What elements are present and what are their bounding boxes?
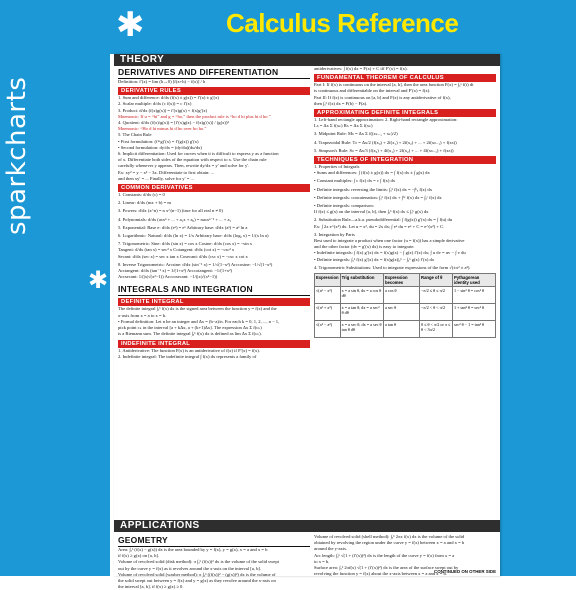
techniques-header: TECHNIQUES OF INTEGRATION (314, 156, 496, 164)
list-item: 2. Scalar multiple: d/dx (c f(x)) = c f′(x) (118, 101, 192, 107)
list-item: to x = b. (314, 558, 330, 564)
ftc-header: FUNDAMENTAL THEOREM OF CALCULUS (314, 74, 496, 82)
list-item: 5. Simpson's Rule: Sₙ = Δx/3 (f(x₀) + 4f(x₁) + 2f(x₂) + ... + 4f(xₙ₋₁) + f(xₙ)) (314, 147, 454, 153)
list-item: Surface area: ∫ₐᵇ 2πf(x) √(1 + (f′(x))²) dx is the area of the surface swept out by (314, 565, 459, 571)
list-item: Volume of revolved solid (washer method): π ∫ₐᵇ ((f(x))² − (g(x))²) dx is the volume of (118, 571, 276, 577)
table-row (315, 304, 496, 321)
list-item: 3. Product: d/dx (f(x)g(x)) = f′(x)g(x) + f(x)g′(x) (118, 107, 208, 113)
list-item: • Definite integrals: comparison: (314, 203, 374, 209)
list-item: Tangent: d/dx (tan x) = sec² x Cotangent: d/dx (cot x) = −csc² x (118, 247, 235, 253)
table-header-cell: Expression becomes (383, 274, 419, 287)
list-item: If f(x) ≤ g(x) on the interval [a, b], then ∫ₐᵇ f(x) dx ≤ ∫ₐᵇ g(x) dx (314, 209, 429, 215)
list-item: Mnemonic: “Ho d hi minus hi d ho over ho ho.” (118, 126, 207, 132)
indefinite-integral-text (118, 348, 310, 360)
list-item: Volume of revolved solid (disk method): π ∫ₐᵇ (f(x))² dx is the volume of the solid swept (118, 559, 279, 565)
list-item: the solid swept out between y = f(x) and y = g(x) as they revolve around the x-axis on (118, 578, 276, 584)
list-item: is continuous and differentiable on the interval and F′(x) = f(x). (314, 88, 431, 94)
list-item: • First formulation: (f∘g)′(x) = f′(g(x)) g′(x) (118, 138, 199, 144)
list-item: Arc length: ∫ₐᵇ √(1 + (f′(x))²) dx is the length of the curve y = f(x) from x = a (314, 552, 455, 558)
list-item: • Definite integrals: reversing the limits: ∫ₐᵇ f(x) dx = −∫ᵇₐ f(x) dx (314, 186, 432, 192)
table-cell: 1 − sin² θ = cos² θ (452, 287, 495, 304)
table-cell: x = a sec θ, dx = a sec θ tan θ dθ (340, 321, 383, 338)
list-item: 1. Antiderivative: The function F(x) is an antiderivative of f(x) if F′(x) = f(x). (118, 347, 260, 353)
derivative-rules-header: DERIVATIVE RULES (118, 87, 310, 95)
list-item: Part I: If f(x) is continuous on the interval [a, b], then the area function F(x) = ∫ₐˣ f(t) dt (314, 82, 474, 88)
list-item: 1. Sum and difference: d/dx (f(x) ± g(x)) = f′(x) ± g′(x) (118, 95, 219, 101)
table-header-cell: Expression (315, 274, 341, 287)
list-item: • Sums and differences: ∫ (f(x) ± g(x)) dx = ∫ f(x) dx ± ∫ g(x) dx (314, 170, 430, 176)
list-item: 3. Powers: d/dx (x^n) = n x^(n−1) (true for all real n ≠ 0) (118, 208, 223, 214)
list-item: 6. Implicit differentiation: Used for curves when it is difficult to express y as a function (118, 151, 279, 157)
common-derivatives-header: COMMON DERIVATIVES (118, 184, 310, 192)
reference-sheet (114, 54, 500, 590)
approximating-header: APPROXIMATING DEFINITE INTEGRALS (314, 109, 496, 117)
table-cell: √(a² + x²) (315, 304, 341, 321)
table-cell: x = a sin θ, dx = a cos θ dθ (340, 287, 383, 304)
derivatives-title: DERIVATIVES AND DIFFERENTIATION (118, 66, 310, 79)
list-item: • Constant multiples: ∫ c f(x) dx = c ∫ f(x) dx (314, 178, 396, 184)
list-item: Part II: If f(x) is continuous on [a, b] and F(x) is any antiderivative of f(x), (314, 94, 451, 100)
list-item: if f(x) ≥ g(x) on [a, b]. (118, 553, 160, 559)
list-item: around the y-axis. (314, 546, 348, 552)
table-cell: a sec θ (383, 304, 419, 321)
header (110, 0, 576, 54)
table-cell: a tan θ (383, 321, 419, 338)
table-cell: x = a tan θ, dx = a sec² θ dθ (340, 304, 383, 321)
applications-section (114, 520, 500, 590)
list-item: 8. Inverse Trigonometric: Arcsine: d/dx (sin⁻¹ x) = 1/√(1−x²) Arccosine: −1/√(1−x²) (118, 261, 273, 267)
table-cell: sec² θ − 1 = tan² θ (452, 321, 495, 338)
list-item: 2. Indefinite integral: The indefinite integral ∫ f(x) dx represents a family of (118, 353, 257, 359)
list-item: out by the curve y = f(x) as it revolves around the x-axis on the interval [a, b]. (118, 565, 262, 571)
list-item: • Indefinite integrals: ∫ f(x) g′(x) dx = f(x)g(x) − ∫ g(x) f′(x) dx; ∫ u dv = uv − ∫ v du (314, 250, 466, 256)
geometry-title: GEOMETRY (118, 534, 310, 547)
table-cell: a cos θ (383, 287, 419, 304)
list-item: 1. Constants: d/dx (c) = 0 (118, 192, 165, 198)
table-header-cell: Trig substitution (340, 274, 383, 287)
table-header-cell: Range of θ (420, 274, 453, 287)
list-item: Ex: xy² = y − x³ − 3x. Differentiate to first obtain: ... (118, 169, 215, 175)
table-row (315, 287, 496, 304)
list-item: • Formal definition: Let n be an integer and Δx = (b−a)/n. For each k = 0, 1, 2, ..., n − 1, (118, 318, 280, 324)
list-item: • Definite integrals: concatenation: ∫ₐᵇ f(x) dx + ∫ᵇᶜ f(x) dx = ∫ₐᶜ f(x) dx (314, 194, 442, 200)
theory-left-column (118, 66, 310, 360)
list-item: 3. Midpoint Rule: Mₙ = Δx Σ f((xₖ₋₁ + xₖ)/2) (314, 131, 398, 137)
list-item: 7. Trigonometric: Sine: d/dx (sin x) = cos x Cosine: d/dx (cos x) = −sin x (118, 241, 253, 247)
table-cell: √(a² − x²) (315, 287, 341, 304)
list-item: 3. Integration by Parts (314, 231, 355, 237)
list-item: • Definite integrals: ∫ₐᵇ f(x) g′(x) dx = f(x)g(x)|ₐᵇ − ∫ₐᵇ g(x) f′(x) dx (314, 256, 435, 262)
list-item: pick point cₖ in the interval [a + kΔx, a + (k+1)Δx]. The expression Δx Σ f(cₖ) (118, 325, 262, 331)
list-item: The definite integral ∫ₐᵇ f(x) dx is the signed area between the function y = f(x) and the (118, 306, 277, 312)
derivative-rules-list (118, 95, 310, 182)
right-blue-margin (500, 54, 576, 576)
techniques-list (314, 164, 496, 271)
applications-band: APPLICATIONS (114, 520, 500, 532)
list-item: and the other factor (dv = g′(x) dx) is easy to integrate. (314, 244, 415, 250)
antiderivative-line: antiderivatives: ∫ f(x) dx = F(x) + C iff F′(x) = f(x). (314, 66, 408, 71)
table-header-row (315, 274, 496, 287)
table-cell: √(x² − a²) (315, 321, 341, 338)
list-item: Secant: d/dx (sec x) = sec x tan x Cosecant: d/dx (csc x) = −csc x cot x (118, 253, 248, 259)
list-item: Arcsecant: 1/(|x|√(x²−1)) Arccosecant: −1/(|x|√(x²−1)) (118, 274, 218, 280)
sparkcharts-logo: sparkcharts (2, 76, 32, 235)
definition-line: Definition: f′(x) = lim (h→0) [f(x+h) − f(x)] / h (118, 79, 206, 84)
list-item: Area: ∫ₐᵇ (f(x) − g(x)) dx is the area bounded by y = f(x), y = g(x), x = a and x = b (118, 547, 268, 552)
list-item: • Second formulation: dy/dx = (dy/du)(du/dx) (118, 144, 202, 150)
list-item: then ∫ₐᵇ f(x) dx = F(b) − F(a). (314, 100, 368, 106)
list-item: 5. Exponential: Base e: d/dx (eˣ) = eˣ Arbitrary base: d/dx (aˣ) = aˣ ln a (118, 224, 248, 230)
definite-integral-header: DEFINITE INTEGRAL (118, 298, 310, 306)
table-cell: 1 + tan² θ = sec² θ (452, 304, 495, 321)
integrals-title: INTEGRALS AND INTEGRATION (118, 283, 310, 296)
list-item: Volume of revolved solid (shell method): ∫ₐᵇ 2πx f(x) dx is the volume of the solid (314, 534, 465, 539)
list-item: Mnemonic: If u = “hi” and g = “ho,” then the product rule is “ho d hi plus hi d ho.” (118, 113, 271, 119)
common-derivatives-list (118, 192, 310, 280)
applications-left-column (118, 534, 310, 590)
list-item: 2. Substitution Rule—a.k.a. pseudodifferential: ∫ f(g(x)) g′(x) dx = ∫ f(u) du (314, 217, 453, 223)
indefinite-integral-header: INDEFINITE INTEGRAL (118, 340, 310, 348)
list-item: 6. Logarithmic: Natural: d/dx (ln x) = 1/x Arbitrary base: d/dx (logₐ x) = 1/(x ln a) (118, 233, 269, 239)
list-item: Best used to integrate a product when one factor (u = f(x)) has a simple derivative (314, 238, 465, 244)
theory-band: THEORY (114, 54, 500, 66)
list-item: 4. Polynomials: d/dx (aₙxⁿ + ... + a₁x + a₀) = naₙxⁿ⁻¹ + ... + a₁ (118, 216, 232, 222)
theory-right-column (314, 66, 496, 338)
list-item: 4. Trigonometric Substitutions: Used to integrate expressions of the form √(±x² ± a²). (314, 264, 471, 270)
table-cell: −π/2 < θ < π/2 (420, 304, 453, 321)
list-item: obtained by revolving the region under the curve y = f(x) between x = a and x = b (314, 540, 465, 546)
list-item: 4. Quotient: d/dx (f(x)/g(x)) = [f′(x)g(x) − f(x)g′(x)] / (g(x))² (118, 120, 229, 126)
continued-note: CONTINUED ON OTHER SIDE (434, 569, 496, 574)
list-item: 4. Trapezoidal Rule: Tₙ = Δx/2 (f(x₀) + 2f(x₁) + 2f(x₂) + ... + 2f(xₙ₋₁) + f(xₙ)) (314, 139, 457, 145)
asterisk-logo-icon: ✱ (88, 266, 109, 294)
table-cell: −π/2 ≤ θ ≤ π/2 (420, 287, 453, 304)
table-cell: 0 ≤ θ < π/2 or π ≤ θ < 3π/2 (420, 321, 453, 338)
list-item: x-axis from x = a to x = b. (118, 312, 167, 318)
list-item: Ex: ∫ 2x e^(x²) dx. Let u = x², du = 2x dx; ∫ eᵘ du = eᵘ + C = e^(x²) + C. (314, 223, 445, 229)
ftc-text (314, 82, 496, 107)
table-row (315, 321, 496, 338)
list-item: carefully whenever y appears. Then, rewrite dy/dx = y′ and solve for y′. (118, 163, 250, 169)
trig-substitution-table (314, 273, 496, 338)
definite-integral-text (118, 306, 310, 337)
list-item: 1. Properties of Integrals (314, 164, 360, 170)
list-item: 1. Left-hand rectangle approximation: 2. Right-hand rectangle approximation: (314, 117, 458, 123)
approximating-list (314, 117, 496, 154)
list-item: 5. The Chain Rule (118, 132, 152, 138)
list-item: and then xy′ = ... Finally, solve for y′ = ... (118, 175, 194, 181)
list-item: Arctangent: d/dx (tan⁻¹ x) = 1/(1+x²) Arccotangent: −1/(1+x²) (118, 268, 232, 274)
list-item: Lₙ = Δx Σ f(xₖ) Rₙ = Δx Σ f(xₖ) (314, 123, 373, 129)
list-item: revolving the function y = f(x) about the x-axis between x = a and x = b. (314, 571, 447, 577)
list-item: the interval [a, b], if f(x) ≥ g(x) ≥ 0. (118, 584, 184, 590)
page-title: Calculus Reference (226, 8, 459, 38)
table-header-cell: Pythagorean identity used (452, 274, 495, 287)
list-item: 2. Linear: d/dx (mx + b) = m (118, 200, 171, 206)
list-item: is a Riemann sum. The definite integral ∫ₐᵇ f(x) dx is defined as lim Δx Σ f(cₖ). (118, 331, 262, 337)
list-item: of x. Differentiate both sides of the equation with respect to x. Use the chain rule (118, 157, 267, 163)
asterisk-icon: ✱ (116, 5, 145, 45)
